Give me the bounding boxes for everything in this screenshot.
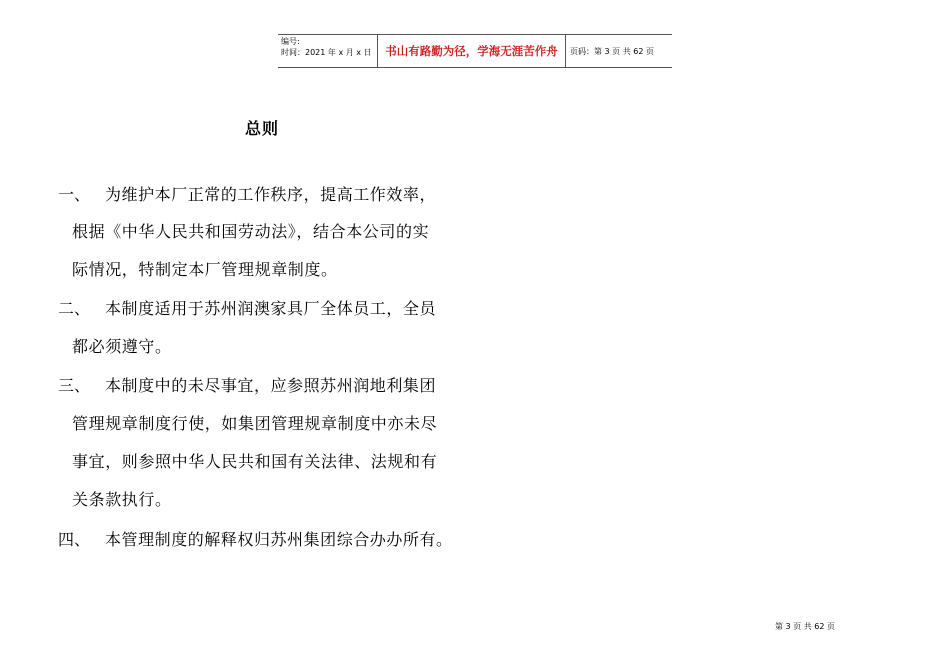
section-line: 事宜，则参照中华人民共和国有关法律、法规和有	[72, 452, 438, 471]
header-motto: 书山有路勤为径，学海无涯苦作舟	[378, 35, 566, 67]
section-line: 管理规章制度行使，如集团管理规章制度中亦未尽	[72, 414, 438, 433]
page-header	[278, 34, 672, 68]
header-page-info: 页码：第 3 页 共 62 页	[570, 46, 654, 56]
section-line: 际情况，特制定本厂管理规章制度。	[72, 260, 338, 279]
document-title: 总则	[245, 119, 280, 138]
section-number: 二、	[58, 299, 91, 318]
header-number-label: 编号:	[281, 37, 300, 46]
section-number: 一、	[58, 185, 91, 204]
header-time-label: 时间：2021 年 x 月 x 日	[281, 48, 372, 57]
section-line: 本制度适用于苏州润澳家具厂全体员工，全员	[105, 299, 437, 318]
page-footer: 第 3 页 共 62 页	[775, 622, 835, 631]
section-line: 本制度中的未尽事宜，应参照苏州润地利集团	[105, 376, 437, 395]
section-line: 本管理制度的解释权归苏州集团综合办办所有。	[105, 530, 453, 549]
section-line: 为维护本厂正常的工作秩序，提高工作效率，	[105, 185, 437, 204]
section-number: 三、	[58, 376, 91, 395]
section-line: 根据《中华人民共和国劳动法》，结合本公司的实	[72, 222, 430, 241]
section-line: 关条款执行。	[72, 490, 172, 509]
header-meta	[278, 35, 378, 67]
section-line: 都必须遵守。	[72, 337, 172, 356]
section-number: 四、	[58, 530, 91, 549]
